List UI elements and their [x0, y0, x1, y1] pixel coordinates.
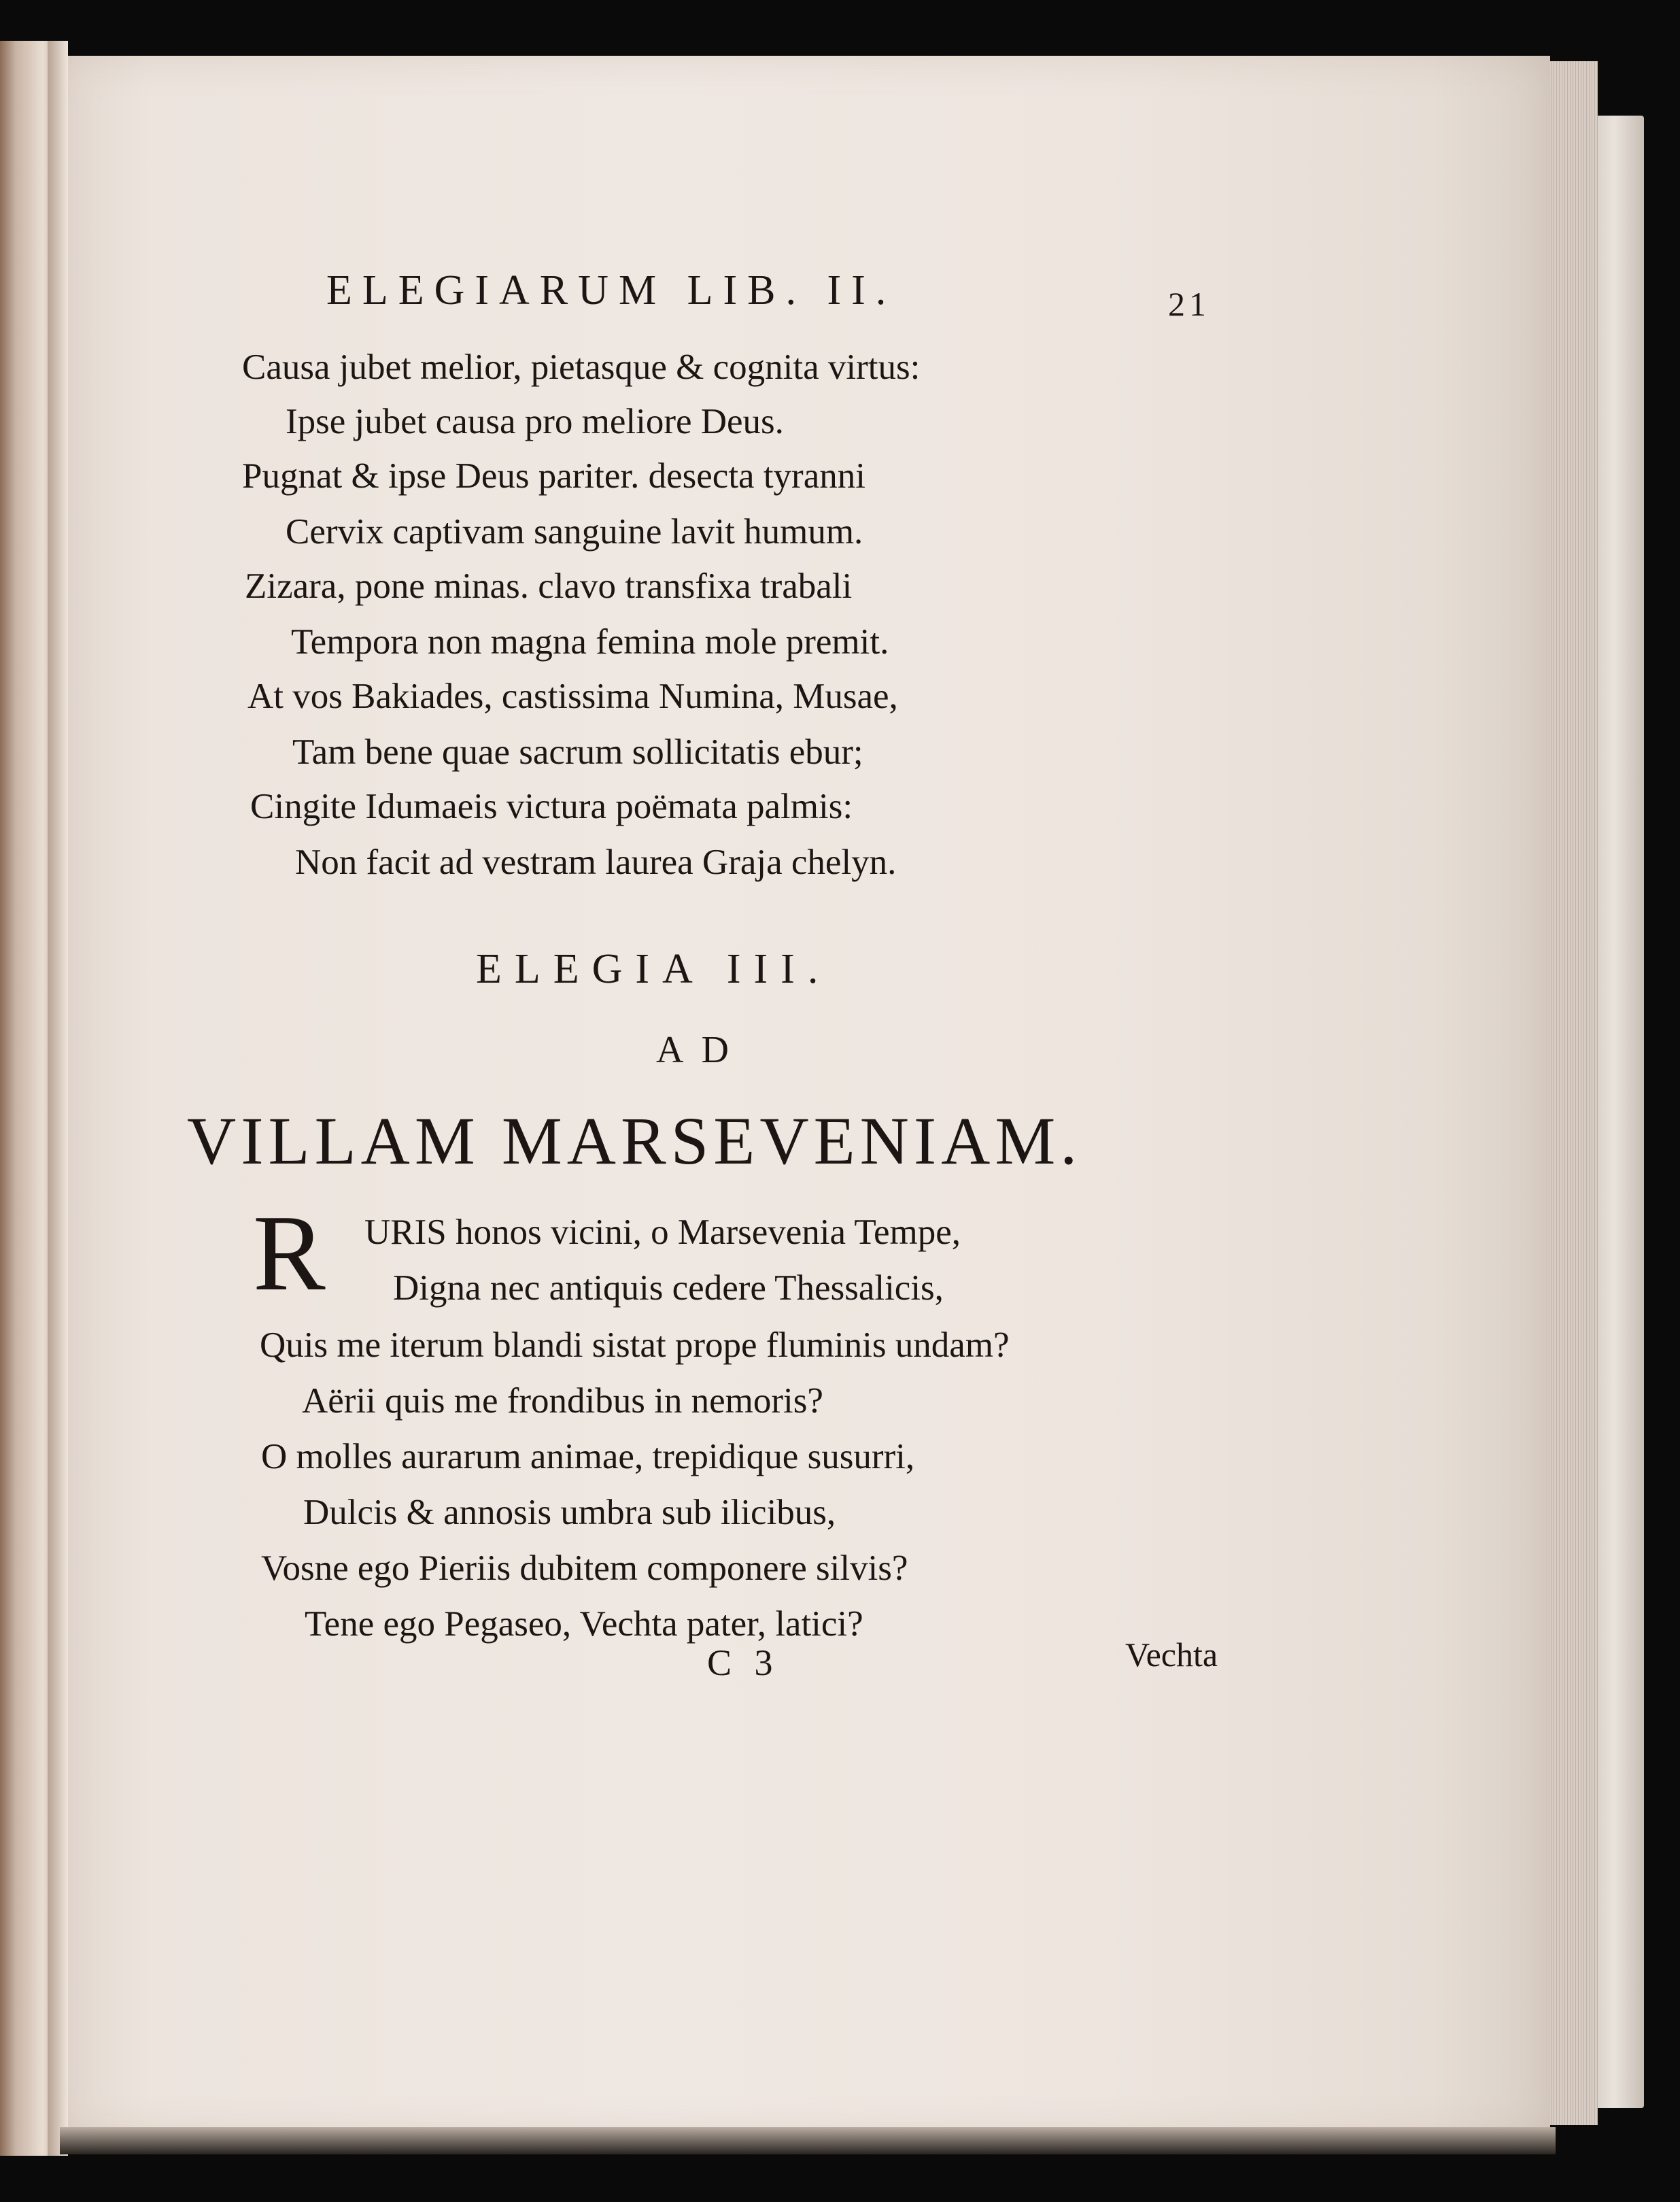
verse-line: Causa jubet melior, pietasque & cognita virtus:	[242, 348, 921, 387]
verse-line: Vosne ego Pieriis dubitem componere silvis?	[261, 1548, 908, 1588]
verse-line: O molles aurarum animae, trepidique susurri,	[261, 1437, 915, 1476]
verse-line: Zizara, pone minas. clavo transfixa trabali	[245, 566, 853, 606]
drop-cap: R	[253, 1192, 326, 1313]
page-gutter	[48, 41, 68, 2156]
verse-line: Tene ego Pegaseo, Vechta pater, latici?	[305, 1604, 863, 1644]
signature-mark: C 3	[707, 1642, 780, 1683]
verse-line: Cingite Idumaeis victura poëmata palmis:	[250, 787, 853, 826]
page-bottom-shadow	[60, 2127, 1556, 2154]
page-number: 21	[1168, 285, 1210, 323]
page-stack-edges	[1543, 61, 1598, 2125]
verse-line: Digna nec antiquis cedere Thessalicis,	[393, 1268, 944, 1308]
left-page-edge	[0, 41, 53, 2156]
verse-line: Cervix captivam sanguine lavit humum.	[286, 512, 863, 552]
catchword: Vechta	[1125, 1636, 1218, 1674]
running-head: ELEGIARUM LIB. II.	[326, 267, 897, 314]
verse-line: Non facit ad vestram laurea Graja chelyn.	[295, 843, 897, 882]
verse-line: Quis me iterum blandi sistat prope fluminis undam?	[260, 1325, 1010, 1365]
ad-heading: AD	[656, 1029, 747, 1071]
villam-heading: VILLAM MARSEVENIAM.	[187, 1103, 1082, 1179]
verse-line: Dulcis & annosis umbra sub ilicibus,	[303, 1493, 836, 1532]
verse-line: Tempora non magna femina mole premit.	[291, 622, 889, 662]
verse-line: Pugnat & ipse Deus pariter. desecta tyranni	[242, 456, 865, 496]
verse-line: At vos Bakiades, castissima Numina, Musae,	[247, 677, 898, 716]
verse-line: Tam bene quae sacrum sollicitatis ebur;	[292, 732, 863, 772]
verse-line: URIS honos vicini, o Marsevenia Tempe,	[364, 1213, 961, 1252]
verse-line: Aërii quis me frondibus in nemoris?	[302, 1381, 823, 1421]
verse-line: Ipse jubet causa pro meliore Deus.	[286, 402, 784, 441]
elegia-heading: ELEGIA III.	[476, 946, 832, 992]
